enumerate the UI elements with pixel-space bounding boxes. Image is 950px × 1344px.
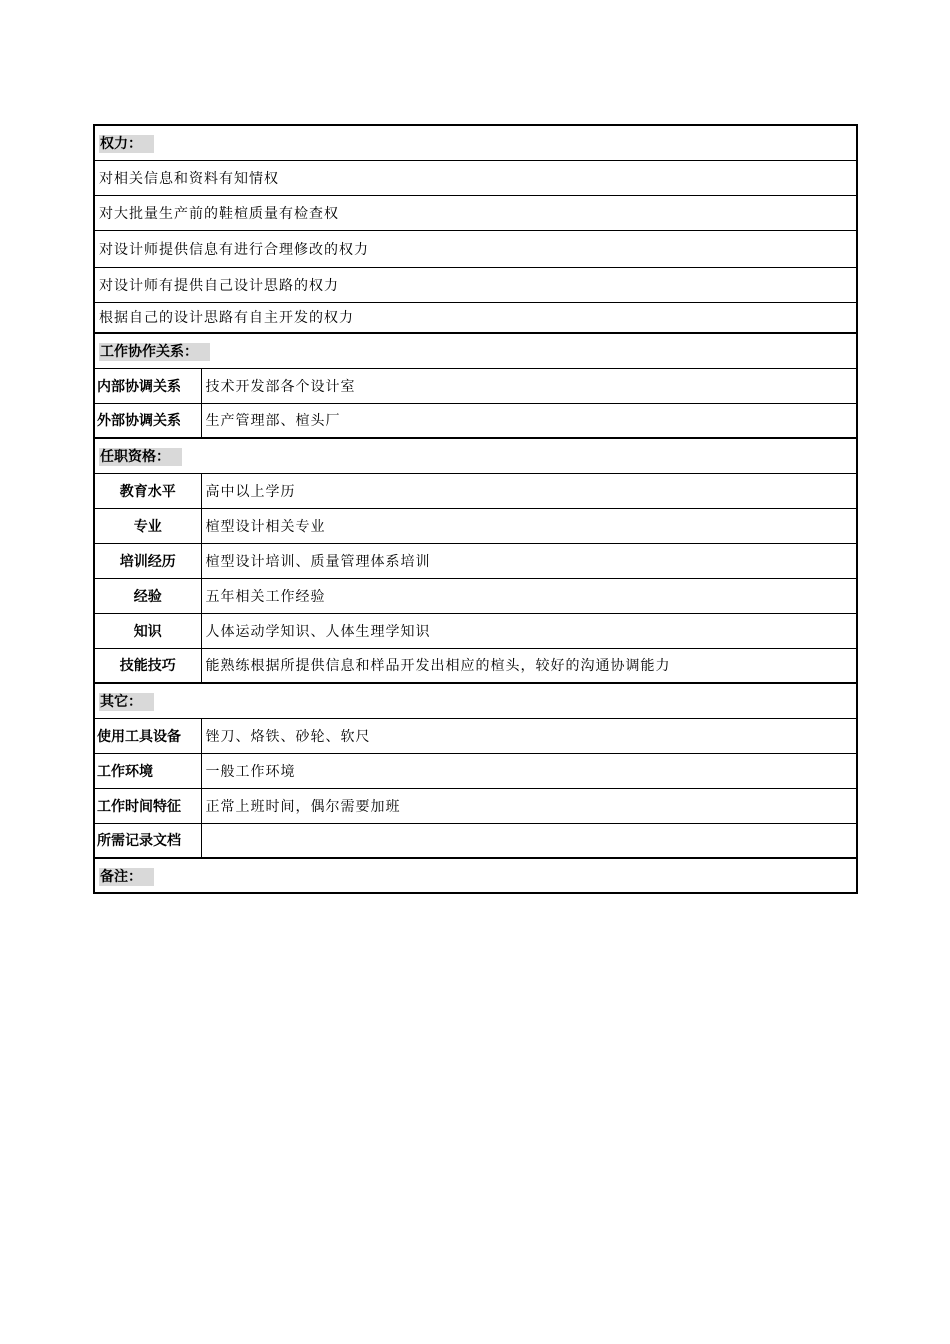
authority-item: 对大批量生产前的鞋楦质量有检查权	[94, 195, 857, 230]
row-label: 教育水平	[94, 473, 201, 508]
relations-row	[94, 368, 857, 403]
authority-row	[94, 230, 857, 267]
row-value: 技术开发部各个设计室	[201, 368, 857, 403]
authority-row	[94, 160, 857, 195]
other-row	[94, 753, 857, 788]
section-title-notes: 备注：	[94, 858, 857, 893]
authority-header-row	[94, 125, 857, 160]
qualification-row	[94, 508, 857, 543]
row-label: 外部协调关系	[94, 403, 201, 438]
other-row	[94, 788, 857, 823]
row-value: 锉刀、烙铁、砂轮、软尺	[201, 718, 857, 753]
row-label: 工作时间特征	[94, 788, 201, 823]
row-value: 正常上班时间，偶尔需要加班	[201, 788, 857, 823]
relations-row	[94, 403, 857, 438]
row-value: 生产管理部、楦头厂	[201, 403, 857, 438]
qualification-row	[94, 543, 857, 578]
row-label: 知识	[94, 613, 201, 648]
authority-row	[94, 195, 857, 230]
row-label: 工作环境	[94, 753, 201, 788]
relations-header-row	[94, 333, 857, 368]
section-title-authority: 权力：	[94, 125, 857, 160]
authority-row	[94, 267, 857, 302]
row-label: 使用工具设备	[94, 718, 201, 753]
row-value: 能熟练根据所提供信息和样品开发出相应的楦头，较好的沟通协调能力	[201, 648, 857, 683]
authority-item: 对设计师有提供自己设计思路的权力	[94, 267, 857, 302]
notes-header-row	[94, 858, 857, 893]
row-value	[201, 823, 857, 858]
row-label: 所需记录文档	[94, 823, 201, 858]
authority-row	[94, 302, 857, 333]
row-value: 五年相关工作经验	[201, 578, 857, 613]
qualification-row	[94, 473, 857, 508]
other-header-row	[94, 683, 857, 718]
row-label: 技能技巧	[94, 648, 201, 683]
row-value: 人体运动学知识、人体生理学知识	[201, 613, 857, 648]
row-value: 楦型设计培训、质量管理体系培训	[201, 543, 857, 578]
row-label: 专业	[94, 508, 201, 543]
row-label: 培训经历	[94, 543, 201, 578]
qualification-row	[94, 578, 857, 613]
row-value: 楦型设计相关专业	[201, 508, 857, 543]
section-title-relations: 工作协作关系：	[94, 333, 857, 368]
row-label: 内部协调关系	[94, 368, 201, 403]
qualification-row	[94, 613, 857, 648]
row-value: 高中以上学历	[201, 473, 857, 508]
other-row	[94, 823, 857, 858]
authority-item: 对相关信息和资料有知情权	[94, 160, 857, 195]
row-label: 经验	[94, 578, 201, 613]
qualification-row	[94, 648, 857, 683]
authority-item: 根据自己的设计思路有自主开发的权力	[94, 302, 857, 333]
section-title-other: 其它：	[94, 683, 857, 718]
row-value: 一般工作环境	[201, 753, 857, 788]
qualifications-header-row	[94, 438, 857, 473]
job-description-table	[93, 124, 858, 894]
other-row	[94, 718, 857, 753]
authority-item: 对设计师提供信息有进行合理修改的权力	[94, 230, 857, 267]
section-title-qualifications: 任职资格：	[94, 438, 857, 473]
